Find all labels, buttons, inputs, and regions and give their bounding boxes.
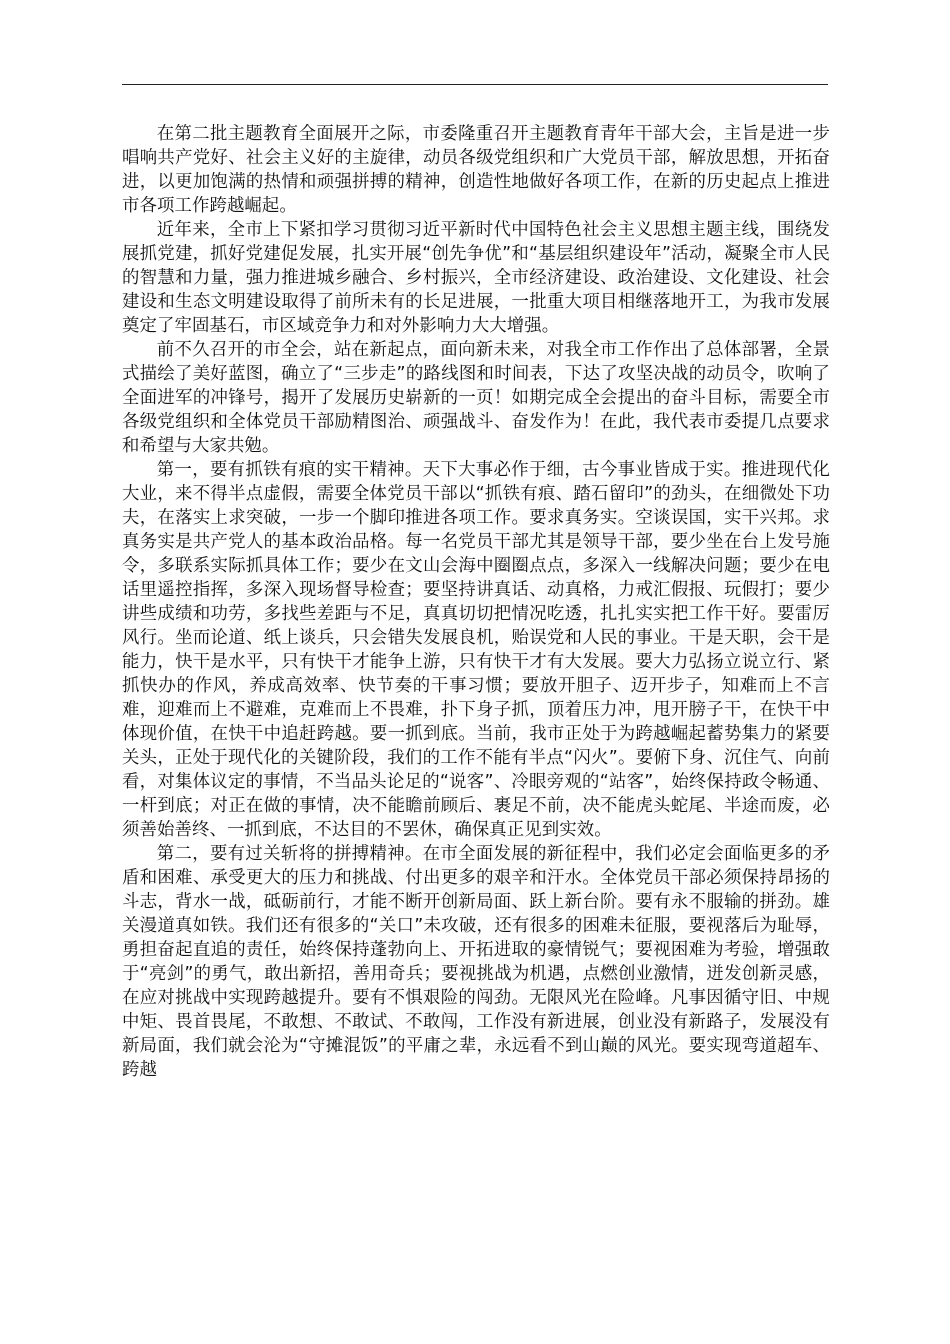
paragraph-point-two: 第二，要有过关斩将的拼搏精神。在市全面发展的新征程中，我们必定会面临更多的矛盾和困难、承受更大的压力和挑战、付出更多的艰辛和汗水。全体党员干部必须保持昂扬的斗志，背水一战，砥砺前行，才能不断开创新局面、跃上新台阶。要有永不服输的拼劲。雄关漫道真如铁。我们还有很多的“关口”未攻破，还有很多的困难未征服，要视落后为耻辱，勇担奋起直追的责任，始终保持蓬勃向上、开拓进取的豪情锐气；要视困难为考验，增强敢于“亮剑”的勇气，敢出新招，善用奇兵；要视挑战为机遇，点燃创业激情，迸发创新灵感，在应对挑战中实现跨越提升。要有不惧艰险的闯劲。无限风光在险峰。凡事因循守旧、中规中矩、畏首畏尾，不敢想、不敢试、不敢闯，工作没有新进展，创业没有新路子，发展没有新局面，我们就会沦为“守摊混饭”的平庸之辈，永远看不到山巅的风光。要实现弯道超车、跨越 [122,844,830,1080]
paragraph-point-one: 第一，要有抓铁有痕的实干精神。天下大事必作于细，古今事业皆成于实。推进现代化大业，来不得半点虚假，需要全体党员干部以“抓铁有痕、踏石留印”的劲头，在细微处下功夫，在落实上求突破，一步一个脚印推进各项工作。要求真务实。空谈误国，实干兴邦。求真务实是共产党人的基本政治品格。每一名党员干部尤其是领导干部，要少坐在台上发号施令，多联系实际抓具体工作；要少在文山会海中圈圈点点，多深入一线解决问题；要少在电话里遥控指挥，多深入现场督导检查；要坚持讲真话、动真格，力戒汇假报、玩假打；要少讲些成绩和功劳，多找些差距与不足，真真切切把情况吃透，扎扎实实把工作干好。要雷厉风行。坐而论道、纸上谈兵，只会错失发展良机，贻误党和人民的事业。干是天职，会干是能力，快干是水平，只有快干才能争上游，只有快干才有大发展。要大力弘扬立说立行、紧抓快办的作风，养成高效率、快节奏的干事习惯；要放开胆子、迈开步子，知难而上不言难，迎难而上不避难，克难而上不畏难，扑下身子抓，顶着压力冲，甩开膀子干，在快干中体现价值，在快干中追赶跨越。要一抓到底。当前，我市正处于为跨越崛起蓄势集力的紧要关头，正处于现代化的关键阶段，我们的工作不能有半点“闪火”。要俯下身、沉住气、向前看，对集体议定的事情，不当品头论足的“说客”、冷眼旁观的“站客”，始终保持政令畅通、一杆到底；对正在做的事情，决不能瞻前顾后、裹足不前，决不能虎头蛇尾、半途而废，必须善始善终、一抓到底，不达目的不罢休，确保真正见到实效。 [122,460,830,840]
paragraph-intro: 在第二批主题教育全面展开之际，市委隆重召开主题教育青年干部大会，主旨是进一步唱响共产党好、社会主义好的主旋律，动员各级党组织和广大党员干部，解放思想，开拓奋进，以更加饱满的热情和顽强拼搏的精神，创造性地做好各项工作，在新的历史起点上推进市各项工作跨越崛起。 [122,124,830,216]
header-rule [122,84,828,85]
paragraph-plenary-session: 前不久召开的市全会，站在新起点，面向新未来，对我全市工作作出了总体部署，全景式描绘了美好蓝图，确立了“三步走”的路线图和时间表，下达了攻坚决战的动员令，吹响了全面进军的冲锋号，揭开了发展历史崭新的一页！如期完成全会提出的奋斗目标，需要全市各级党组织和全体党员干部励精图治、顽强战斗、奋发作为！在此，我代表市委提几点要求和希望与大家共勉。 [122,340,830,456]
document-body [122,122,830,1082]
paragraph-recent-years: 近年来，全市上下紧扣学习贯彻习近平新时代中国特色社会主义思想主题主线，围绕发展抓党建，抓好党建促发展，扎实开展“创先争优”和“基层组织建设年”活动，凝聚全市人民的智慧和力量，强力推进城乡融合、乡村振兴，全市经济建设、政治建设、文化建设、社会建设和生态文明建设取得了前所未有的长足进展，一批重大项目相继落地开工，为我市发展奠定了牢固基石，市区域竞争力和对外影响力大大增强。 [122,220,830,336]
